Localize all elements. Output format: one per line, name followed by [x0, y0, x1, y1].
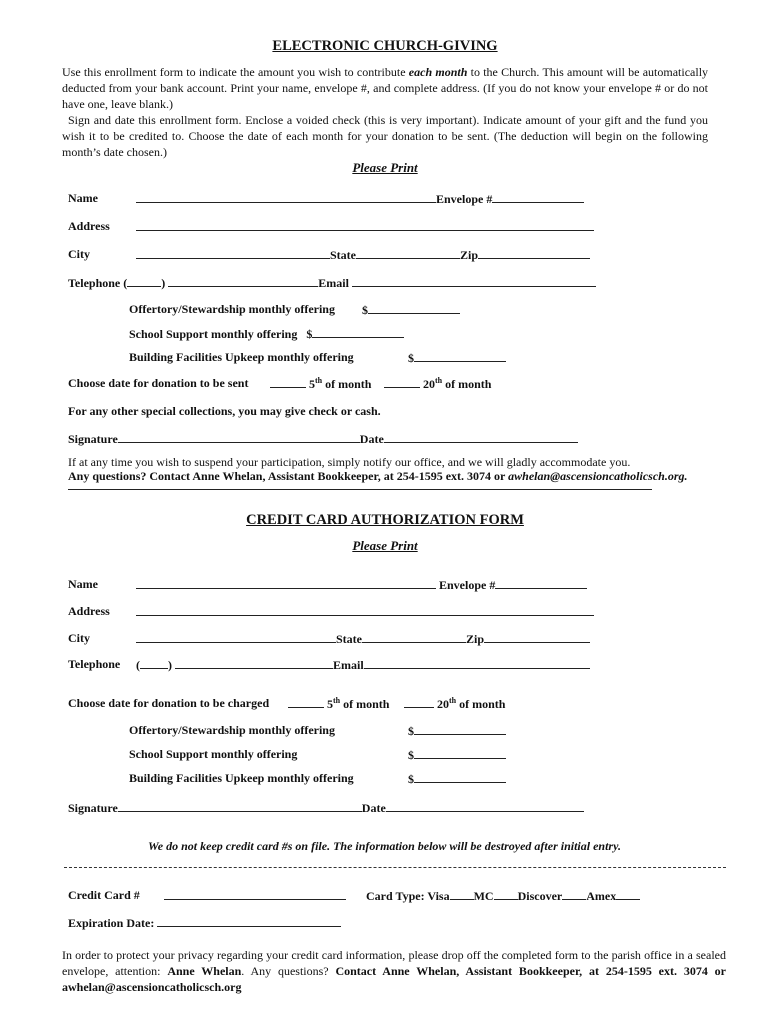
eft-choose-date-label: Choose date for donation to be sent	[68, 376, 249, 390]
cc-school-field[interactable]	[414, 747, 506, 759]
eft-email-label: Email	[318, 276, 349, 290]
eft-questions	[68, 469, 688, 484]
cc-date-field[interactable]	[386, 800, 584, 812]
cc-city-label: City	[68, 631, 90, 645]
cc-zip-label: Zip	[466, 632, 485, 646]
eft-building-dollar: $	[408, 351, 414, 365]
cc-city-field[interactable]	[136, 631, 336, 643]
cc-telephone-row	[136, 657, 590, 673]
eft-school-dollar: $	[306, 327, 313, 341]
cc-date-20th-sup: th	[449, 696, 457, 705]
eft-address-row	[136, 219, 594, 235]
eft-offertory-amount	[362, 302, 460, 318]
cc-card-type-label: Card Type: Visa	[366, 889, 450, 903]
cc-email-label: Email	[333, 658, 364, 672]
eft-area-code-field[interactable]	[127, 275, 161, 287]
cc-offertory-dollar: $	[408, 724, 414, 738]
eft-telephone-field[interactable]	[168, 275, 318, 287]
cc-signature-label: Signature	[68, 801, 118, 815]
cut-line	[64, 867, 726, 868]
eft-date-20th-field[interactable]	[384, 376, 420, 388]
eft-zip-label: Zip	[460, 248, 479, 262]
cc-envelope-field[interactable]	[495, 577, 587, 589]
eft-telephone-row	[68, 275, 596, 291]
cc-state-field[interactable]	[362, 631, 466, 643]
cc-date-5th-option	[288, 696, 389, 712]
cc-privacy-text: In order to protect your privacy regarding your credit card information, please drop off the completed form to the parish office in a sealed envelope, attention:	[62, 948, 726, 978]
cc-area-open: (	[136, 658, 140, 672]
cc-address-label: Address	[68, 604, 110, 618]
eft-name-row	[136, 191, 584, 207]
cc-building-label: Building Facilities Upkeep monthly offering	[129, 771, 354, 785]
eft-title: ELECTRONIC CHURCH-GIVING	[272, 38, 498, 54]
cc-expiration-label: Expiration Date:	[68, 916, 155, 930]
cc-card-type-row	[366, 888, 640, 904]
cc-date-5th-of-month: of month	[340, 697, 390, 711]
cc-building-dollar: $	[408, 772, 414, 786]
eft-state-field[interactable]	[356, 247, 460, 259]
cc-no-keep-note: We do not keep credit card #s on file. The information below will be destroyed after initial entry.	[148, 839, 621, 853]
cc-date-20th-option	[404, 696, 505, 712]
eft-city-label: City	[68, 247, 90, 261]
eft-state-label: State	[330, 248, 356, 262]
cc-privacy-name: Anne Whelan	[167, 964, 242, 978]
cc-date-label: Date	[361, 801, 386, 815]
cc-privacy-contact: Contact Anne Whelan, Assistant Bookkeeper, at 254-1595 ext. 3074 or awhelan@ascensioncatholicsch.org	[62, 964, 726, 994]
eft-date-5th-num: 5	[309, 377, 315, 391]
cc-date-5th-sup: th	[333, 696, 341, 705]
cc-school-dollar: $	[408, 748, 414, 762]
eft-signature-field[interactable]	[118, 431, 360, 443]
eft-zip-field[interactable]	[478, 247, 590, 259]
eft-intro	[62, 64, 708, 112]
eft-envelope-label: Envelope #	[436, 192, 493, 206]
eft-address-label: Address	[68, 219, 110, 233]
eft-offertory-dollar: $	[362, 303, 368, 317]
cc-amex-label: Amex	[586, 889, 617, 903]
cc-address-field[interactable]	[136, 604, 594, 616]
cc-discover-label: Discover	[517, 889, 563, 903]
eft-telephone-close: )	[161, 276, 166, 290]
cc-signature-field[interactable]	[118, 800, 362, 812]
cc-privacy-text-2: . Any questions?	[241, 964, 336, 978]
cc-name-row	[136, 577, 587, 593]
cc-area-code-field[interactable]	[140, 657, 168, 669]
cc-offertory-label: Offertory/Stewardship monthly offering	[129, 723, 335, 737]
eft-intro-part2: to the Church. This amount will be automatically deducted from your bank account. Print your name, envelope #, and complete address. (If you do not know your envelope # or do not have one, leave blank.)	[62, 65, 709, 111]
cc-school-amount	[408, 747, 506, 763]
cc-card-number-row	[164, 888, 346, 904]
cc-offertory-field[interactable]	[414, 723, 506, 735]
eft-date-5th-of-month: of month	[322, 377, 372, 391]
cc-city-row	[136, 631, 590, 647]
eft-date-20th-option	[384, 376, 491, 392]
cc-card-number-field[interactable]	[164, 888, 346, 900]
eft-school-field[interactable]	[312, 326, 404, 338]
cc-date-5th-field[interactable]	[288, 696, 324, 708]
cc-mc-label: MC	[473, 889, 494, 903]
cc-telephone-label: Telephone	[68, 657, 121, 671]
eft-envelope-field[interactable]	[492, 191, 584, 203]
cc-date-20th-num: 20	[437, 697, 449, 711]
cc-email-field[interactable]	[364, 657, 590, 669]
eft-signature-row	[68, 431, 578, 447]
cc-building-amount	[408, 771, 506, 787]
eft-name-field[interactable]	[136, 191, 436, 203]
cc-signature-row	[68, 800, 584, 816]
eft-date-5th-field[interactable]	[270, 376, 306, 388]
cc-building-field[interactable]	[414, 771, 506, 783]
eft-date-label: Date	[359, 432, 384, 446]
eft-instructions: Sign and date this enrollment form. Enclose a voided check (this is very important). Indicate amount of your gift and the fund you wish it to be credited to. Choose the date of each month for your donation to be sent. (The deduction will begin on the following month’s date chosen.)	[62, 113, 708, 159]
cc-date-20th-of-month: of month	[456, 697, 506, 711]
cc-envelope-label: Envelope #	[439, 578, 496, 592]
eft-school-row	[129, 326, 404, 342]
cc-expiration-row	[68, 915, 341, 931]
eft-please-print: Please Print	[352, 160, 418, 175]
cc-discover-field[interactable]	[562, 888, 586, 900]
eft-questions-text: Any questions? Contact Anne Whelan, Assistant Bookkeeper, at 254-1595 ext. 3074 or	[68, 469, 509, 483]
cc-choose-date-label: Choose date for donation to be charged	[68, 696, 270, 710]
eft-intro-each-month: each month	[408, 65, 468, 79]
eft-date-20th-sup: th	[435, 376, 443, 385]
eft-address-field[interactable]	[136, 219, 594, 231]
cc-amex-field[interactable]	[616, 888, 640, 900]
eft-building-amount	[408, 350, 506, 366]
eft-date-20th-num: 20	[423, 377, 435, 391]
eft-name-label: Name	[68, 191, 98, 205]
eft-signature-label: Signature	[68, 432, 118, 446]
section-divider	[68, 489, 652, 490]
eft-email-field[interactable]	[352, 275, 596, 287]
cc-please-print: Please Print	[352, 538, 418, 553]
cc-telephone-field[interactable]	[175, 657, 333, 669]
eft-date-20th-of-month: of month	[442, 377, 492, 391]
eft-date-5th-sup: th	[315, 376, 323, 385]
cc-school-label: School Support monthly offering	[129, 747, 298, 761]
cc-mc-field[interactable]	[494, 888, 518, 900]
eft-date-5th-option	[270, 376, 371, 392]
eft-city-row	[136, 247, 590, 263]
eft-school-label: School Support monthly offering	[129, 327, 298, 341]
eft-building-field[interactable]	[414, 350, 506, 362]
eft-building-label: Building Facilities Upkeep monthly offering	[129, 350, 354, 364]
eft-suspend-note: If at any time you wish to suspend your participation, simply notify our office, and we will gladly accommodate you.	[68, 455, 631, 469]
eft-intro-part1: Use this enrollment form to indicate the amount you wish to contribute	[62, 65, 409, 79]
eft-telephone-label: Telephone (	[68, 276, 128, 290]
cc-offertory-amount	[408, 723, 506, 739]
cc-state-label: State	[336, 632, 362, 646]
cc-card-number-label: Credit Card #	[68, 888, 140, 902]
eft-offertory-label: Offertory/Stewardship monthly offering	[129, 302, 335, 316]
eft-offertory-field[interactable]	[368, 302, 460, 314]
eft-special-collections: For any other special collections, you may give check or cash.	[68, 404, 381, 418]
cc-date-5th-num: 5	[327, 697, 333, 711]
cc-expiration-field[interactable]	[157, 915, 341, 927]
cc-address-row	[136, 604, 594, 620]
cc-visa-field[interactable]	[450, 888, 474, 900]
cc-title: CREDIT CARD AUTHORIZATION FORM	[246, 512, 524, 528]
cc-name-label: Name	[68, 577, 98, 591]
cc-date-20th-field[interactable]	[404, 696, 434, 708]
cc-name-field[interactable]	[136, 577, 436, 589]
cc-area-close: )	[168, 658, 172, 672]
eft-city-field[interactable]	[136, 247, 330, 259]
eft-questions-email: awhelan@ascensioncatholicsch.org.	[508, 469, 688, 483]
eft-date-field[interactable]	[384, 431, 578, 443]
cc-privacy-note	[62, 947, 726, 995]
cc-zip-field[interactable]	[484, 631, 590, 643]
